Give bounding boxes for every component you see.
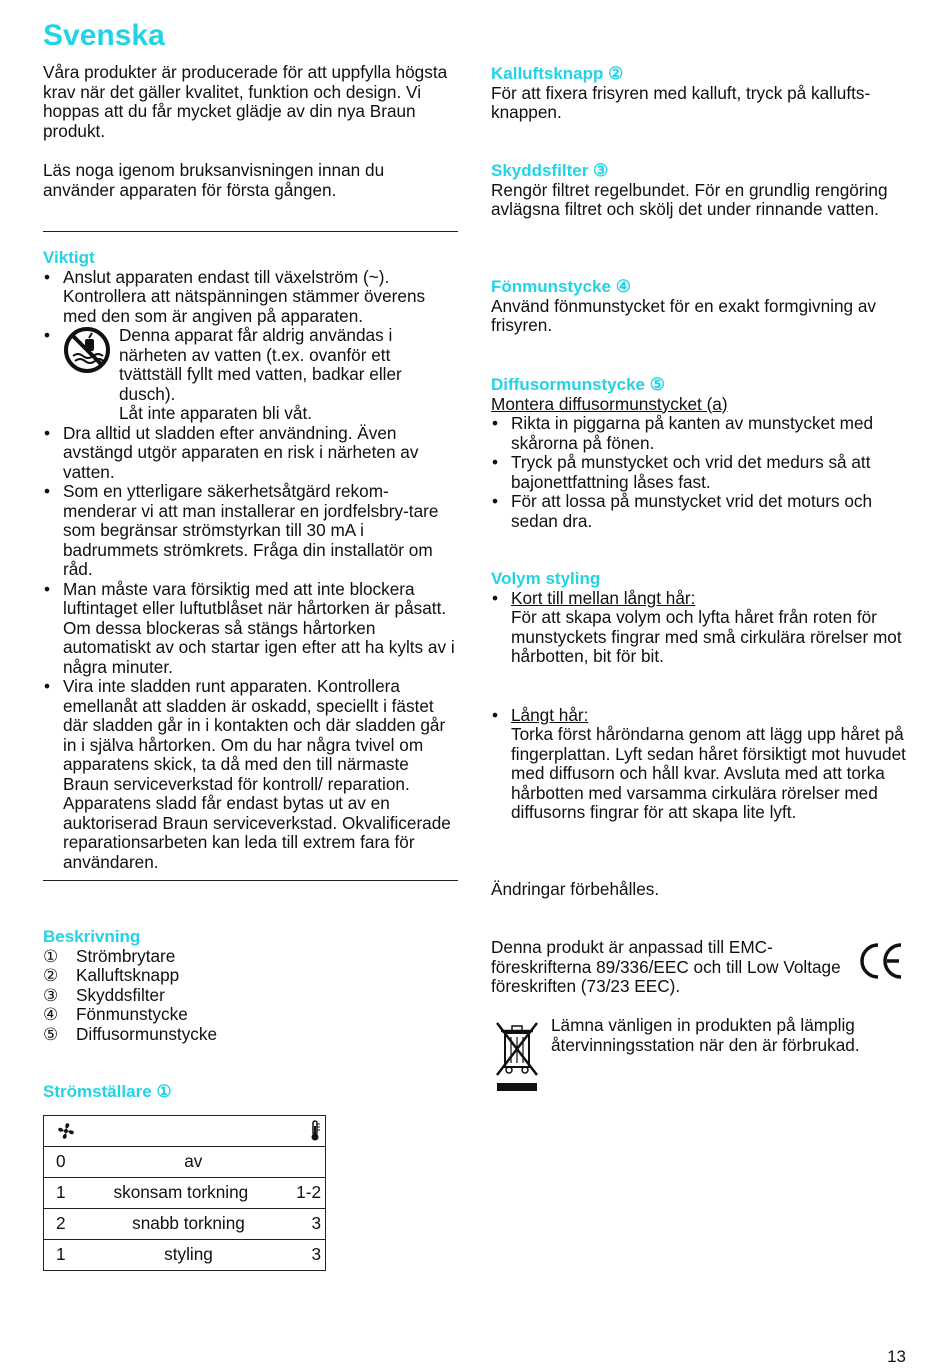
list-item: [43, 966, 458, 986]
item-number: ⑤: [43, 1023, 59, 1044]
description-section: [43, 927, 458, 1044]
section-title-filter: Skyddsfilter ③: [491, 161, 609, 180]
list-item-label: Kort till mellan långt hår:: [511, 587, 696, 608]
list-item: [43, 1005, 458, 1025]
fan-setting: 1: [56, 1244, 66, 1265]
fan-icon: [56, 1121, 76, 1141]
section-subtitle: Montera diffusormunstycket (a): [491, 393, 728, 414]
fan-setting: 0: [56, 1151, 66, 1172]
divider: [43, 880, 458, 881]
ce-mark-icon: [860, 942, 904, 980]
table-header-row: [44, 1116, 326, 1147]
heat-setting: 3: [311, 1244, 321, 1265]
list-item: • För att lossa på munstycket vrid det moturs och sedan dra.: [491, 492, 911, 531]
filter-section: [491, 161, 911, 220]
list-item-text: Låt inte apparaten bli våt.: [119, 403, 313, 423]
list-item: [491, 589, 911, 667]
changes-note: Ändringar förbehålles.: [491, 879, 660, 899]
item-label: Skyddsfilter: [76, 984, 165, 1005]
no-water-warning-icon: [63, 326, 111, 374]
list-item-text: Denna apparat får aldrig användas i närheten av vatten (t.ex. ovanför ett tvättställ fyllt med vatten, badkar eller dusch).: [119, 325, 402, 404]
section-title-volume: Volym styling: [491, 569, 601, 588]
list-item: [491, 706, 911, 823]
thermometer-icon: [309, 1120, 321, 1142]
section-text: För att fixera frisyren med kalluft, tryck på kallufts-knappen.: [491, 82, 871, 122]
list-item: [43, 1025, 458, 1045]
volume-list: [491, 589, 911, 823]
table-row: [44, 1147, 326, 1178]
list-item: • Tryck på munstycket och vrid det medurs så att bajonettfattning låses fast.: [491, 453, 911, 492]
table-row: [44, 1209, 326, 1240]
important-list: [43, 268, 458, 873]
intro: [43, 63, 458, 200]
item-number: ④: [43, 1004, 59, 1024]
switch-table: [43, 1115, 326, 1271]
item-label: Fönmunstycke: [76, 1004, 188, 1024]
heat-setting: 3: [311, 1213, 321, 1234]
nozzle-section: [491, 277, 911, 336]
mode-label: av: [184, 1151, 203, 1172]
item-number: ①: [43, 945, 59, 966]
list-item: • Man måste vara försiktig med att inte blockera luftintaget eller luftutblåset när hårtorken är påsatt. Om dessa blockeras så stängs hårtorken automatiskt av och startar igen efter att ha kylts av i några minuter.: [43, 580, 458, 678]
section-title-important: Viktigt: [43, 248, 95, 267]
diffuser-list: [491, 414, 911, 531]
section-text: Rengör filtret regelbundet. För en grundlig rengöring avlägsna filtret och skölj det under rinnande vatten.: [491, 179, 888, 219]
section-title-description: Beskrivning: [43, 927, 141, 946]
heat-setting: 1-2: [296, 1182, 321, 1203]
item-label: Diffusormunstycke: [76, 1023, 218, 1044]
list-item-text: Torka först håröndarna genom att lägg upp håret på fingerplattan. Lyft sedan håret försiktigt mot huvudet med diffusorn och håll kvar. Avsluta med att torka hårbotten med varsamma cirkulära rörelser med diffusorns fingrar för att skapa lite lyft.: [511, 724, 906, 822]
list-item: • Dra alltid ut sladden efter användning. Även avstängd utgör apparaten en risk i närheten av vatten.: [43, 424, 458, 483]
divider: [43, 231, 458, 232]
mode-label: snabb torkning: [132, 1213, 245, 1234]
section-title-switch: Strömställare ①: [43, 1082, 172, 1101]
list-item: [43, 986, 458, 1006]
mode-label: skonsam torkning: [113, 1182, 249, 1203]
fan-setting: 2: [56, 1213, 66, 1234]
table-row: [44, 1240, 326, 1271]
mode-label: styling: [164, 1244, 213, 1265]
page-number: 13: [887, 1347, 906, 1366]
list-item: [43, 947, 458, 967]
table-row: [44, 1178, 326, 1209]
section-title-cold: Kalluftsknapp ②: [491, 64, 624, 83]
compliance-text: Denna produkt är anpassad till EMC-föreskrifterna 89/336/EEC och till Low Voltage föreskriften (73/23 EEC).: [491, 937, 841, 996]
item-label: Strömbrytare: [76, 945, 176, 966]
item-label: Kalluftsknapp: [76, 965, 180, 985]
list-item: • Som en ytterligare säkerhetsåtgärd rekom-menderar vi att man installerar en jordfelsbry-tare som begränsar strömstyrkan till 30 mA i badrummets strömkrets. Fråga din installatör om råd.: [43, 482, 458, 580]
intro-paragraph: Läs noga igenom bruksanvisningen innan du använder apparaten för första gången.: [43, 160, 385, 200]
section-title-nozzle: Fönmunstycke ④: [491, 277, 631, 296]
list-item-text: För att skapa volym och lyfta håret från roten för munstyckets fingrar med små cirkulära rörelser mot hårbotten, bit för bit.: [511, 607, 902, 666]
list-item: • Rikta in piggarna på kanten av munstycket med skårorna på fönen.: [491, 414, 911, 453]
fan-setting: 1: [56, 1182, 66, 1203]
cold-section: [491, 64, 911, 123]
intro-paragraph: Våra produkter är producerade för att uppfylla högsta krav när det gäller kvalitet, funktion och design. Vi hoppas att du får mycket glädje av din nya Braun produkt.: [43, 62, 448, 141]
crossed-bin-icon: [493, 1017, 541, 1095]
page-title: Svenska: [43, 19, 165, 52]
section-text: Använd fönmunstycket för en exakt formgivning av frisyren.: [491, 295, 877, 335]
section-title-diffuser: Diffusormunstycke ⑤: [491, 375, 665, 394]
volume-section: [491, 569, 911, 823]
item-number: ②: [43, 965, 59, 985]
recycle-text: Lämna vänligen in produkten på lämplig återvinningsstation när den är förbrukad.: [551, 1015, 860, 1055]
list-item-label: Långt hår:: [511, 704, 589, 725]
list-item: • Vira inte sladden runt apparaten. Kontrollera emellanåt att sladden är oskadd, speciellt i fästet där sladden går in i kontakten och där sladden går in i själva hårtorken. Om du har några tvivel om apparatens skick, ta då med den till närmaste Braun serviceverkstad för kontroll/ reparation. Apparatens sladd får endast bytas ut av en auktoriserad Braun serviceverkstad. Okvalificerade reparationsarbeten kan leda till extrem fara för användaren.: [43, 677, 458, 872]
diffuser-section: [491, 375, 911, 531]
list-item: [43, 326, 458, 424]
list-item: • Anslut apparaten endast till växelström (~). Kontrollera att nätspänningen stämmer överens med den som är angiven på apparaten.: [43, 268, 458, 327]
important-section: [43, 248, 458, 872]
item-number: ③: [43, 984, 59, 1005]
